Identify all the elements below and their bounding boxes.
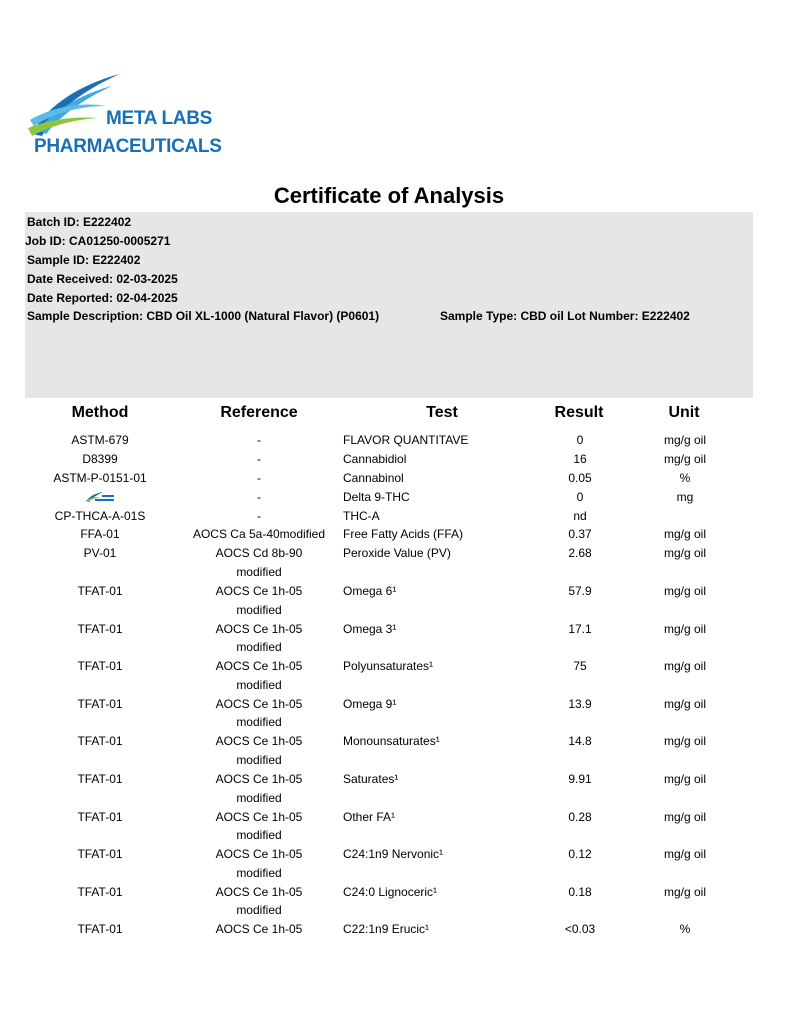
method-cell: TFAT-01 (77, 884, 123, 899)
unit-cell: % (679, 470, 691, 485)
sample-info-panel (25, 212, 753, 398)
test-cell: Other FA¹ (343, 809, 396, 824)
date-reported: Date Reported: 02-04-2025 (27, 291, 178, 305)
table-row (0, 845, 791, 883)
reference-line: AOCS Ce 1h-05 (215, 809, 303, 824)
reference-cell (180, 450, 338, 469)
test-cell: THC-A (343, 508, 380, 523)
table-row (0, 732, 791, 770)
reference-line: AOCS Ca 5a-40modified (192, 527, 326, 542)
test-cell: C24:1n9 Nervonic¹ (343, 847, 444, 862)
reference-line-2: modified (236, 564, 282, 579)
test-cell: Free Fatty Acids (FFA) (343, 527, 464, 542)
table-row (0, 657, 791, 695)
result-cell: nd (573, 508, 587, 523)
reference-line-2: modified (236, 752, 282, 767)
job-id: Job ID: CA01250-0005271 (25, 234, 171, 248)
reference-cell (180, 920, 338, 939)
test-cell: Cannabinol (343, 470, 404, 485)
unit-cell: mg/g oil (663, 659, 707, 674)
results-table-header (0, 404, 791, 426)
unit-cell: mg/g oil (663, 583, 707, 598)
method-cell: FFA-01 (80, 527, 120, 542)
reference-line-2: modified (236, 640, 282, 655)
unit-cell: mg/g oil (663, 771, 707, 786)
reference-cell (180, 808, 338, 845)
table-row (0, 431, 791, 450)
result-cell: 9.91 (568, 771, 592, 786)
table-row (0, 450, 791, 469)
test-cell: Omega 9¹ (343, 696, 397, 711)
test-cell: FLAVOR QUANTITAVE (343, 433, 469, 447)
table-row (0, 920, 791, 939)
results-table-body (0, 431, 791, 939)
unit-cell: mg (676, 489, 694, 504)
method-cell: TFAT-01 (77, 734, 123, 749)
reference-cell (180, 620, 338, 657)
reference-line: AOCS Ce 1h-05 (215, 659, 303, 674)
reference-line-2: modified (236, 903, 282, 918)
unit-cell: mg/g oil (663, 847, 707, 862)
unit-cell: % (679, 922, 691, 937)
reference-cell (180, 582, 338, 619)
table-row (0, 469, 791, 488)
header-test: Test (426, 404, 458, 421)
reference-cell (180, 657, 338, 694)
method-cell: TFAT-01 (77, 922, 123, 937)
result-cell: <0.03 (564, 922, 596, 937)
logo-text-line2: PHARMACEUTICALS (34, 136, 222, 157)
test-cell: Delta 9-THC (343, 489, 410, 504)
unit-cell: mg/g oil (663, 451, 707, 466)
table-row (0, 808, 791, 846)
swoosh-logo-icon (28, 72, 138, 142)
method-cell: ASTM-679 (71, 433, 129, 447)
method-cell: TFAT-01 (77, 771, 123, 786)
method-cell: TFAT-01 (77, 621, 123, 636)
result-cell: 14.8 (568, 734, 592, 749)
logo-text-line1: META LABS (106, 108, 213, 129)
reference-cell (180, 695, 338, 732)
reference-line: AOCS Ce 1h-05 (215, 922, 303, 937)
method-cell: TFAT-01 (77, 659, 123, 674)
result-cell: 0.37 (568, 527, 592, 542)
reference-cell (180, 544, 338, 581)
header-reference: Reference (220, 404, 298, 421)
unit-cell: mg/g oil (663, 696, 707, 711)
test-cell: C24:0 Lignoceric¹ (343, 884, 438, 899)
unit-cell: mg/g oil (663, 884, 707, 899)
reference-line: AOCS Ce 1h-05 (215, 847, 303, 862)
batch-id: Batch ID: E222402 (27, 215, 132, 229)
table-row (0, 488, 791, 507)
sample-type: Sample Type: CBD oil Lot Number: E222402 (440, 309, 690, 323)
reference-line-2: modified (236, 677, 282, 692)
table-row (0, 883, 791, 921)
test-cell: C22:1n9 Erucic¹ (343, 922, 430, 937)
method-cell: TFAT-01 (77, 583, 123, 598)
reference-line: AOCS Ce 1h-05 (215, 621, 303, 636)
method-cell: CP-THCA-A-01S (54, 508, 146, 523)
unit-cell: mg/g oil (663, 527, 707, 542)
reference-line: AOCS Ce 1h-05 (215, 884, 303, 899)
test-cell: Cannabidiol (343, 451, 407, 466)
unit-cell: mg/g oil (663, 621, 707, 636)
unit-cell: mg/g oil (663, 546, 707, 561)
unit-cell: mg/g oil (663, 433, 707, 447)
reference-line-2: modified (236, 828, 282, 843)
table-row (0, 507, 791, 526)
reference-cell (180, 488, 338, 507)
reference-line: AOCS Ce 1h-05 (215, 583, 303, 598)
company-logo (28, 72, 222, 162)
reference-line: AOCS Cd 8b-90 (215, 546, 303, 561)
result-cell: 57.9 (568, 583, 592, 598)
test-cell: Omega 3¹ (343, 621, 397, 636)
reference-line: - (257, 451, 261, 466)
method-cell: TFAT-01 (77, 696, 123, 711)
result-cell: 16 (573, 451, 587, 466)
table-row (0, 770, 791, 808)
reference-cell (180, 883, 338, 920)
meta-labs-mini-logo-icon (85, 490, 115, 502)
table-row (0, 582, 791, 620)
reference-line: AOCS Ce 1h-05 (215, 734, 303, 749)
result-cell: 75 (573, 659, 587, 674)
reference-line-2: modified (236, 602, 282, 617)
date-received: Date Received: 02-03-2025 (27, 272, 178, 286)
reference-line-2: modified (236, 790, 282, 805)
reference-line: - (257, 508, 261, 523)
test-cell: Polyunsaturates¹ (343, 659, 434, 674)
reference-cell (180, 845, 338, 882)
method-cell (30, 488, 170, 507)
table-row (0, 544, 791, 582)
reference-line: AOCS Ce 1h-05 (215, 771, 303, 786)
reference-line-2: modified (236, 715, 282, 730)
reference-line: - (257, 489, 261, 504)
header-method: Method (71, 404, 129, 421)
reference-line-2: modified (236, 865, 282, 880)
header-unit: Unit (668, 404, 700, 421)
unit-cell: mg/g oil (663, 809, 707, 824)
result-cell: 0.18 (568, 884, 592, 899)
reference-line: AOCS Ce 1h-05 (215, 696, 303, 711)
reference-line: - (257, 470, 261, 485)
reference-line: - (257, 433, 261, 447)
test-cell: Peroxide Value (PV) (343, 546, 451, 561)
page-title: Certificate of Analysis (273, 183, 505, 208)
result-cell: 0.12 (568, 847, 592, 862)
method-cell: TFAT-01 (77, 847, 123, 862)
result-cell: 13.9 (568, 696, 592, 711)
header-result: Result (554, 404, 604, 421)
method-cell: PV-01 (83, 546, 117, 561)
table-row (0, 525, 791, 544)
result-cell: 0 (576, 489, 584, 504)
reference-cell (180, 469, 338, 488)
result-cell: 0 (576, 433, 584, 447)
sample-id: Sample ID: E222402 (27, 253, 141, 267)
result-cell: 0.28 (568, 809, 592, 824)
reference-cell (180, 507, 338, 526)
table-row (0, 620, 791, 658)
method-cell: ASTM-P-0151-01 (53, 470, 147, 485)
test-cell: Monounsaturates¹ (343, 734, 440, 749)
result-cell: 17.1 (568, 621, 592, 636)
reference-cell (180, 770, 338, 807)
test-cell: Saturates¹ (343, 771, 399, 786)
result-cell: 0.05 (568, 470, 592, 485)
test-cell: Omega 6¹ (343, 583, 397, 598)
result-cell: 2.68 (568, 546, 592, 561)
table-row (0, 695, 791, 733)
reference-cell (180, 732, 338, 769)
sample-description: Sample Description: CBD Oil XL-1000 (Natural Flavor) (P0601) (27, 309, 380, 323)
method-cell: TFAT-01 (77, 809, 123, 824)
unit-cell: mg/g oil (663, 734, 707, 749)
method-cell: D8399 (82, 451, 118, 466)
reference-cell (180, 431, 338, 450)
reference-cell (180, 525, 338, 544)
